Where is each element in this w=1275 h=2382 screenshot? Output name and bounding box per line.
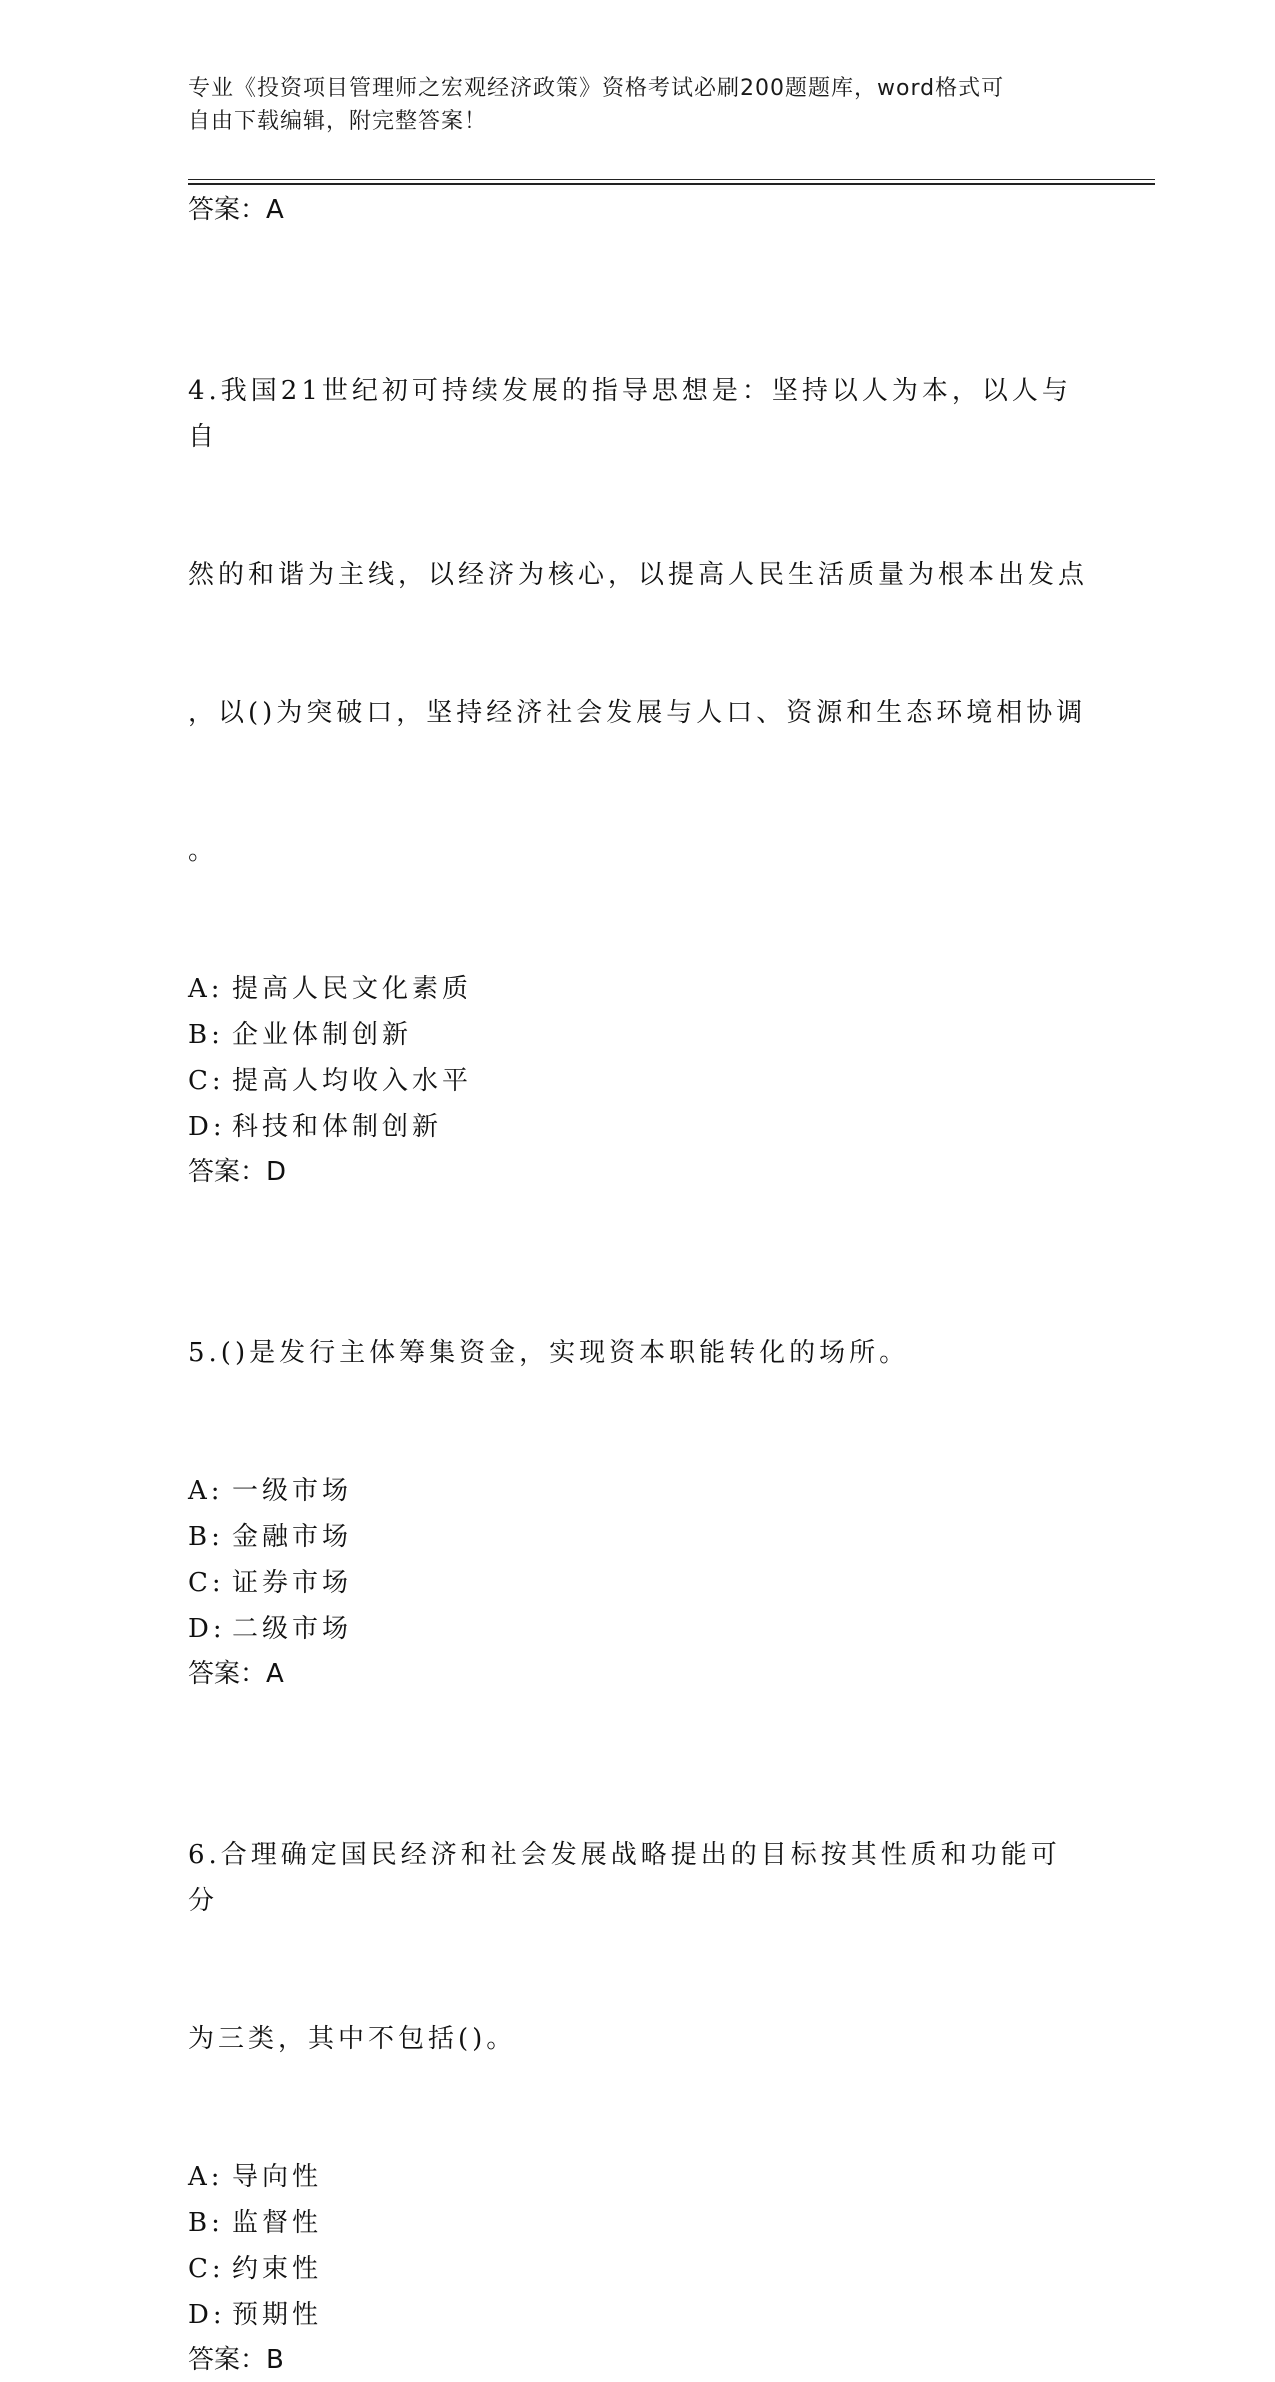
answer-line: 答案：D — [188, 1157, 287, 1187]
option-d — [188, 1104, 1088, 1150]
option-letter: D: — [188, 1112, 226, 1142]
header-line-2: 自由下载编辑，附完整答案！ — [188, 109, 488, 134]
spacer — [188, 1194, 1088, 1238]
option-text: 约束性 — [232, 2254, 323, 2284]
option-b — [188, 2200, 1088, 2246]
option-letter: A: — [188, 2162, 224, 2192]
spacer — [188, 1696, 1088, 1740]
option-text: 导向性 — [232, 2162, 323, 2192]
question-text — [188, 1238, 1088, 1468]
option-text: 证券市场 — [232, 1568, 353, 1598]
option-letter: B: — [188, 2208, 224, 2238]
option-letter: C: — [188, 2254, 225, 2284]
option-text: 金融市场 — [232, 1522, 353, 1552]
option-text: 提高人均收入水平 — [232, 1066, 473, 1096]
option-text: 二级市场 — [232, 1614, 353, 1644]
option-d — [188, 2292, 1088, 2338]
option-c — [188, 2246, 1088, 2292]
option-a — [188, 1468, 1088, 1514]
header-divider-thick — [188, 183, 1155, 185]
question-line: 。 — [188, 836, 219, 866]
question-line: 5.()是发行主体筹集资金，实现资本职能转化的场所。 — [188, 1338, 910, 1368]
question-text — [188, 1740, 1088, 2154]
answer-line: 答案：B — [188, 2345, 284, 2375]
option-c — [188, 1560, 1088, 1606]
option-text: 监督性 — [232, 2208, 323, 2238]
answer-line: 答案：A — [188, 1659, 284, 1689]
option-letter: B: — [188, 1522, 224, 1552]
question-line: 为三类，其中不包括()。 — [188, 2024, 517, 2054]
document-header — [188, 72, 1068, 138]
option-d — [188, 1606, 1088, 1652]
option-letter: C: — [188, 1568, 225, 1598]
option-text: 一级市场 — [232, 1476, 353, 1506]
answer-line: 答案：A — [188, 195, 284, 225]
option-letter: C: — [188, 1066, 225, 1096]
option-a — [188, 2154, 1088, 2200]
document-body — [188, 188, 1088, 2382]
option-text: 预期性 — [232, 2300, 323, 2330]
option-letter: D: — [188, 2300, 226, 2330]
option-text: 企业体制创新 — [232, 1020, 413, 1050]
question-line: 然的和谐为主线，以经济为核心，以提高人民生活质量为根本出发点 — [188, 560, 1089, 590]
question-line: ，以()为突破口，坚持经济社会发展与人口、资源和生态环境相协调 — [188, 698, 1087, 728]
option-c — [188, 1058, 1088, 1104]
option-letter: A: — [188, 974, 224, 1004]
option-text: 科技和体制创新 — [232, 1112, 443, 1142]
question-block — [188, 1740, 1088, 2382]
question-text — [188, 276, 1088, 966]
question-line: 4.我国21世纪初可持续发展的指导思想是：坚持以人为本，以人与自 — [188, 376, 1072, 452]
option-text: 提高人民文化素质 — [232, 974, 473, 1004]
question-block — [188, 276, 1088, 1194]
option-a — [188, 966, 1088, 1012]
option-b — [188, 1012, 1088, 1058]
header-line-1: 专业《投资项目管理师之宏观经济政策》资格考试必刷200题题库，word格式可 — [188, 76, 1005, 101]
question-line: 6.合理确定国民经济和社会发展战略提出的目标按其性质和功能可分 — [188, 1840, 1061, 1916]
question-block — [188, 1238, 1088, 1696]
option-letter: B: — [188, 1020, 224, 1050]
option-letter: A: — [188, 1476, 224, 1506]
spacer — [188, 232, 1088, 276]
option-b — [188, 1514, 1088, 1560]
option-letter: D: — [188, 1614, 226, 1644]
header-divider-thin — [188, 179, 1155, 180]
